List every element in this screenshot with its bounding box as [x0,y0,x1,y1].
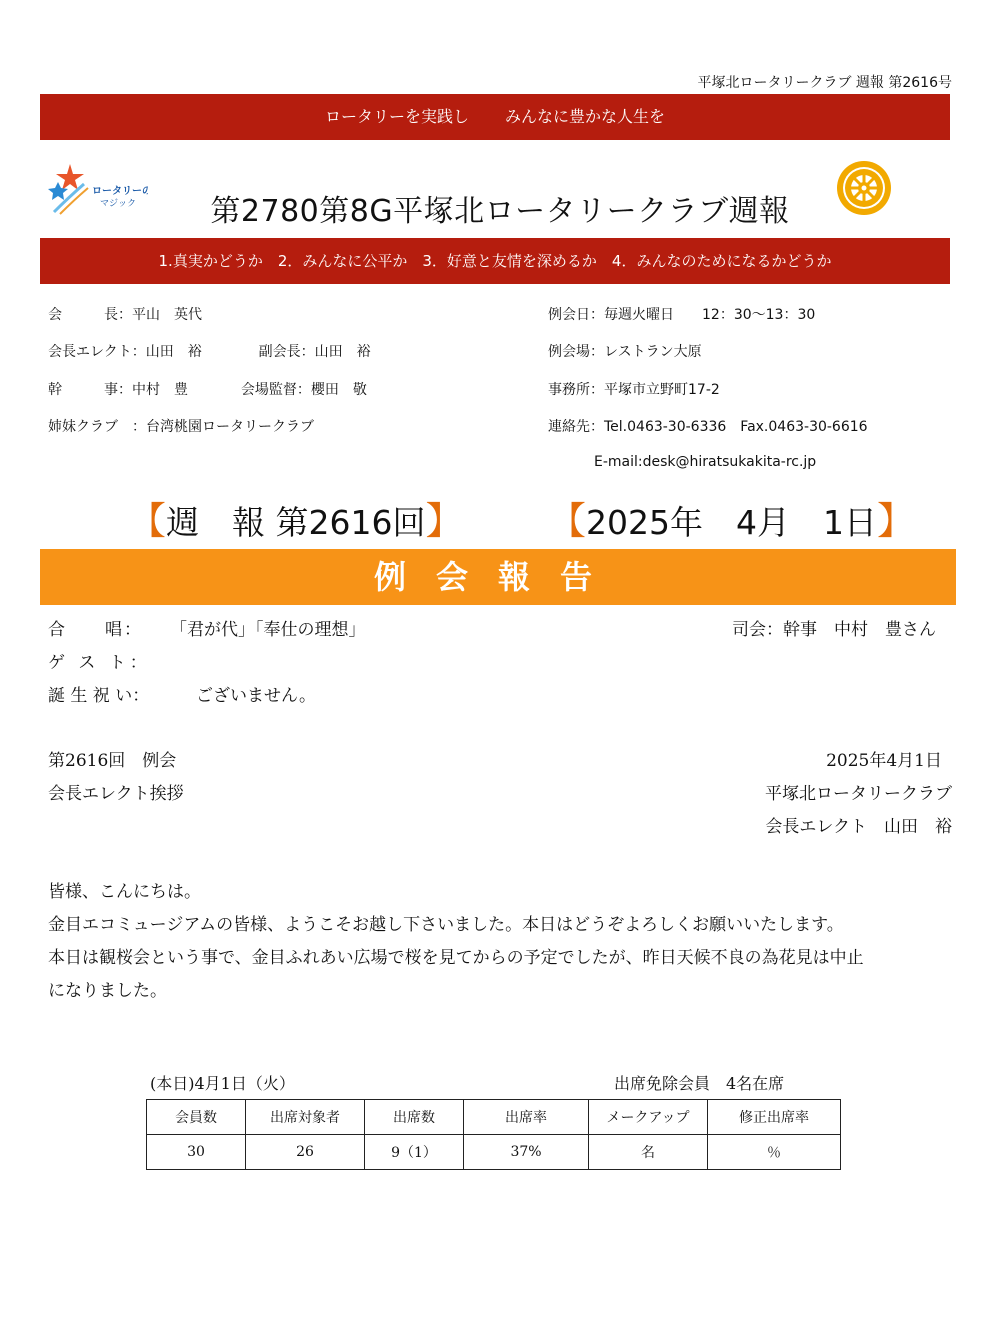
birthday-row: 誕 生 祝 い： ございません。 [48,686,317,706]
table-cell: 名 [589,1135,708,1170]
sister-club-row: 姉妹クラブ ：台湾桃園ロータリークラブ [48,419,314,435]
motto-part2: みんなに豊かな人生を [505,107,666,126]
vice-president-name: 山田 裕 [314,344,371,360]
weekly-date: 【2025年 4月 1日】 [548,499,916,543]
table-cell: 26 [246,1135,365,1170]
secretary-row: 幹 事：中村 豊 会場監督：櫻田 敬 [48,382,367,398]
office-row: 事務所：平塚市立野町17-2 [548,382,720,398]
issue-number: 平塚北ロータリークラブ 週報 第2616号 [697,75,952,91]
page-title: 第2780第8G平塚北ロータリークラブ週報 [210,194,790,229]
table-header-cell: 出席数 [365,1100,464,1135]
motto-banner [40,94,950,140]
mc-row: 司会：幹事 中村 豊さん [732,620,936,640]
speech-line: になりました。 [48,981,167,1001]
table-header-cell: 修正出席率 [708,1100,841,1135]
president-elect-row: 会長エレクト：山田 裕 副会長：山田 裕 [48,344,371,360]
table-header-cell: 会員数 [147,1100,246,1135]
email-row [594,454,816,474]
weekly-number: 【週 報 第2616回】 [128,499,464,543]
club-name: 平塚北ロータリークラブ [765,784,952,804]
four-way-test-banner: 1.真実かどうか 2．みんなに公平か 3．好意と友情を深めるか 4．みんなのためになるかどうか [40,238,950,284]
contact-row: 連絡先：Tel.0463-30-6336 Fax.0463-30-6616 [548,419,868,435]
motto-part1: ロータリーを実践し [324,107,469,126]
secretary-name: 中村 豊 [132,382,188,398]
table-header-cell: メークアップ [589,1100,708,1135]
svg-text:ロータリーの: ロータリーの [92,186,148,197]
table-header-cell: 出席対象者 [246,1100,365,1135]
venue-row: 例会場：レストラン大原 [548,344,702,360]
speaker-name: 会長エレクト 山田 裕 [765,817,952,837]
meeting-number: 第2616回 例会 [48,751,177,771]
svg-text:マジック: マジック [100,199,137,209]
speech-line: 本日は観桜会という事で、金目ふれあい広場で桜を見てからの予定でしたが、昨日天候不良の為花見は中止 [48,948,864,968]
attendance-exempt: 出席免除会員 4名在席 [614,1074,785,1093]
attendance-table [146,1099,841,1170]
president-row: 会 長：平山 英代 [48,307,202,323]
table-header-cell: 出席率 [464,1100,589,1135]
speech-line: 金目エコミュージアムの皆様、ようこそお越し下さいました。本日はどうぞよろしくお願いいたします。 [48,915,844,935]
report-title: 例会報告 [40,549,956,605]
table-row [147,1135,841,1170]
rotary-wheel-logo [834,158,894,218]
speech-date: 2025年4月1日 [826,751,942,771]
song-row: 合 唱： 「君が代」「奉仕の理想」 [48,620,366,640]
meeting-day-row: 例会日：毎週火曜日 12：30〜13：30 [548,307,816,323]
speech-header [48,746,952,846]
president-elect-name: 山田 裕 [145,344,202,360]
speech-body [48,876,952,1008]
speech-line: 皆様、こんにちは。 [48,882,201,902]
sergeant-name: 櫻田 敬 [310,382,367,398]
president-name: 平山 英代 [132,307,202,323]
guest-row: ゲ ス ト： [48,653,151,673]
table-cell: 30 [147,1135,246,1170]
email-text: E-mail:desk@hiratsukakita-rc.jp [594,454,817,470]
attendance-date: (本日)4月1日（火） [150,1074,295,1093]
table-cell: 9（1） [365,1135,464,1170]
table-cell: 37% [464,1135,589,1170]
sister-club-name: 台湾桃園ロータリークラブ [146,419,314,435]
table-cell: ％ [708,1135,841,1170]
table-header-row [147,1100,841,1135]
speech-subject: 会長エレクト挨拶 [48,784,184,804]
headline [0,490,1000,543]
